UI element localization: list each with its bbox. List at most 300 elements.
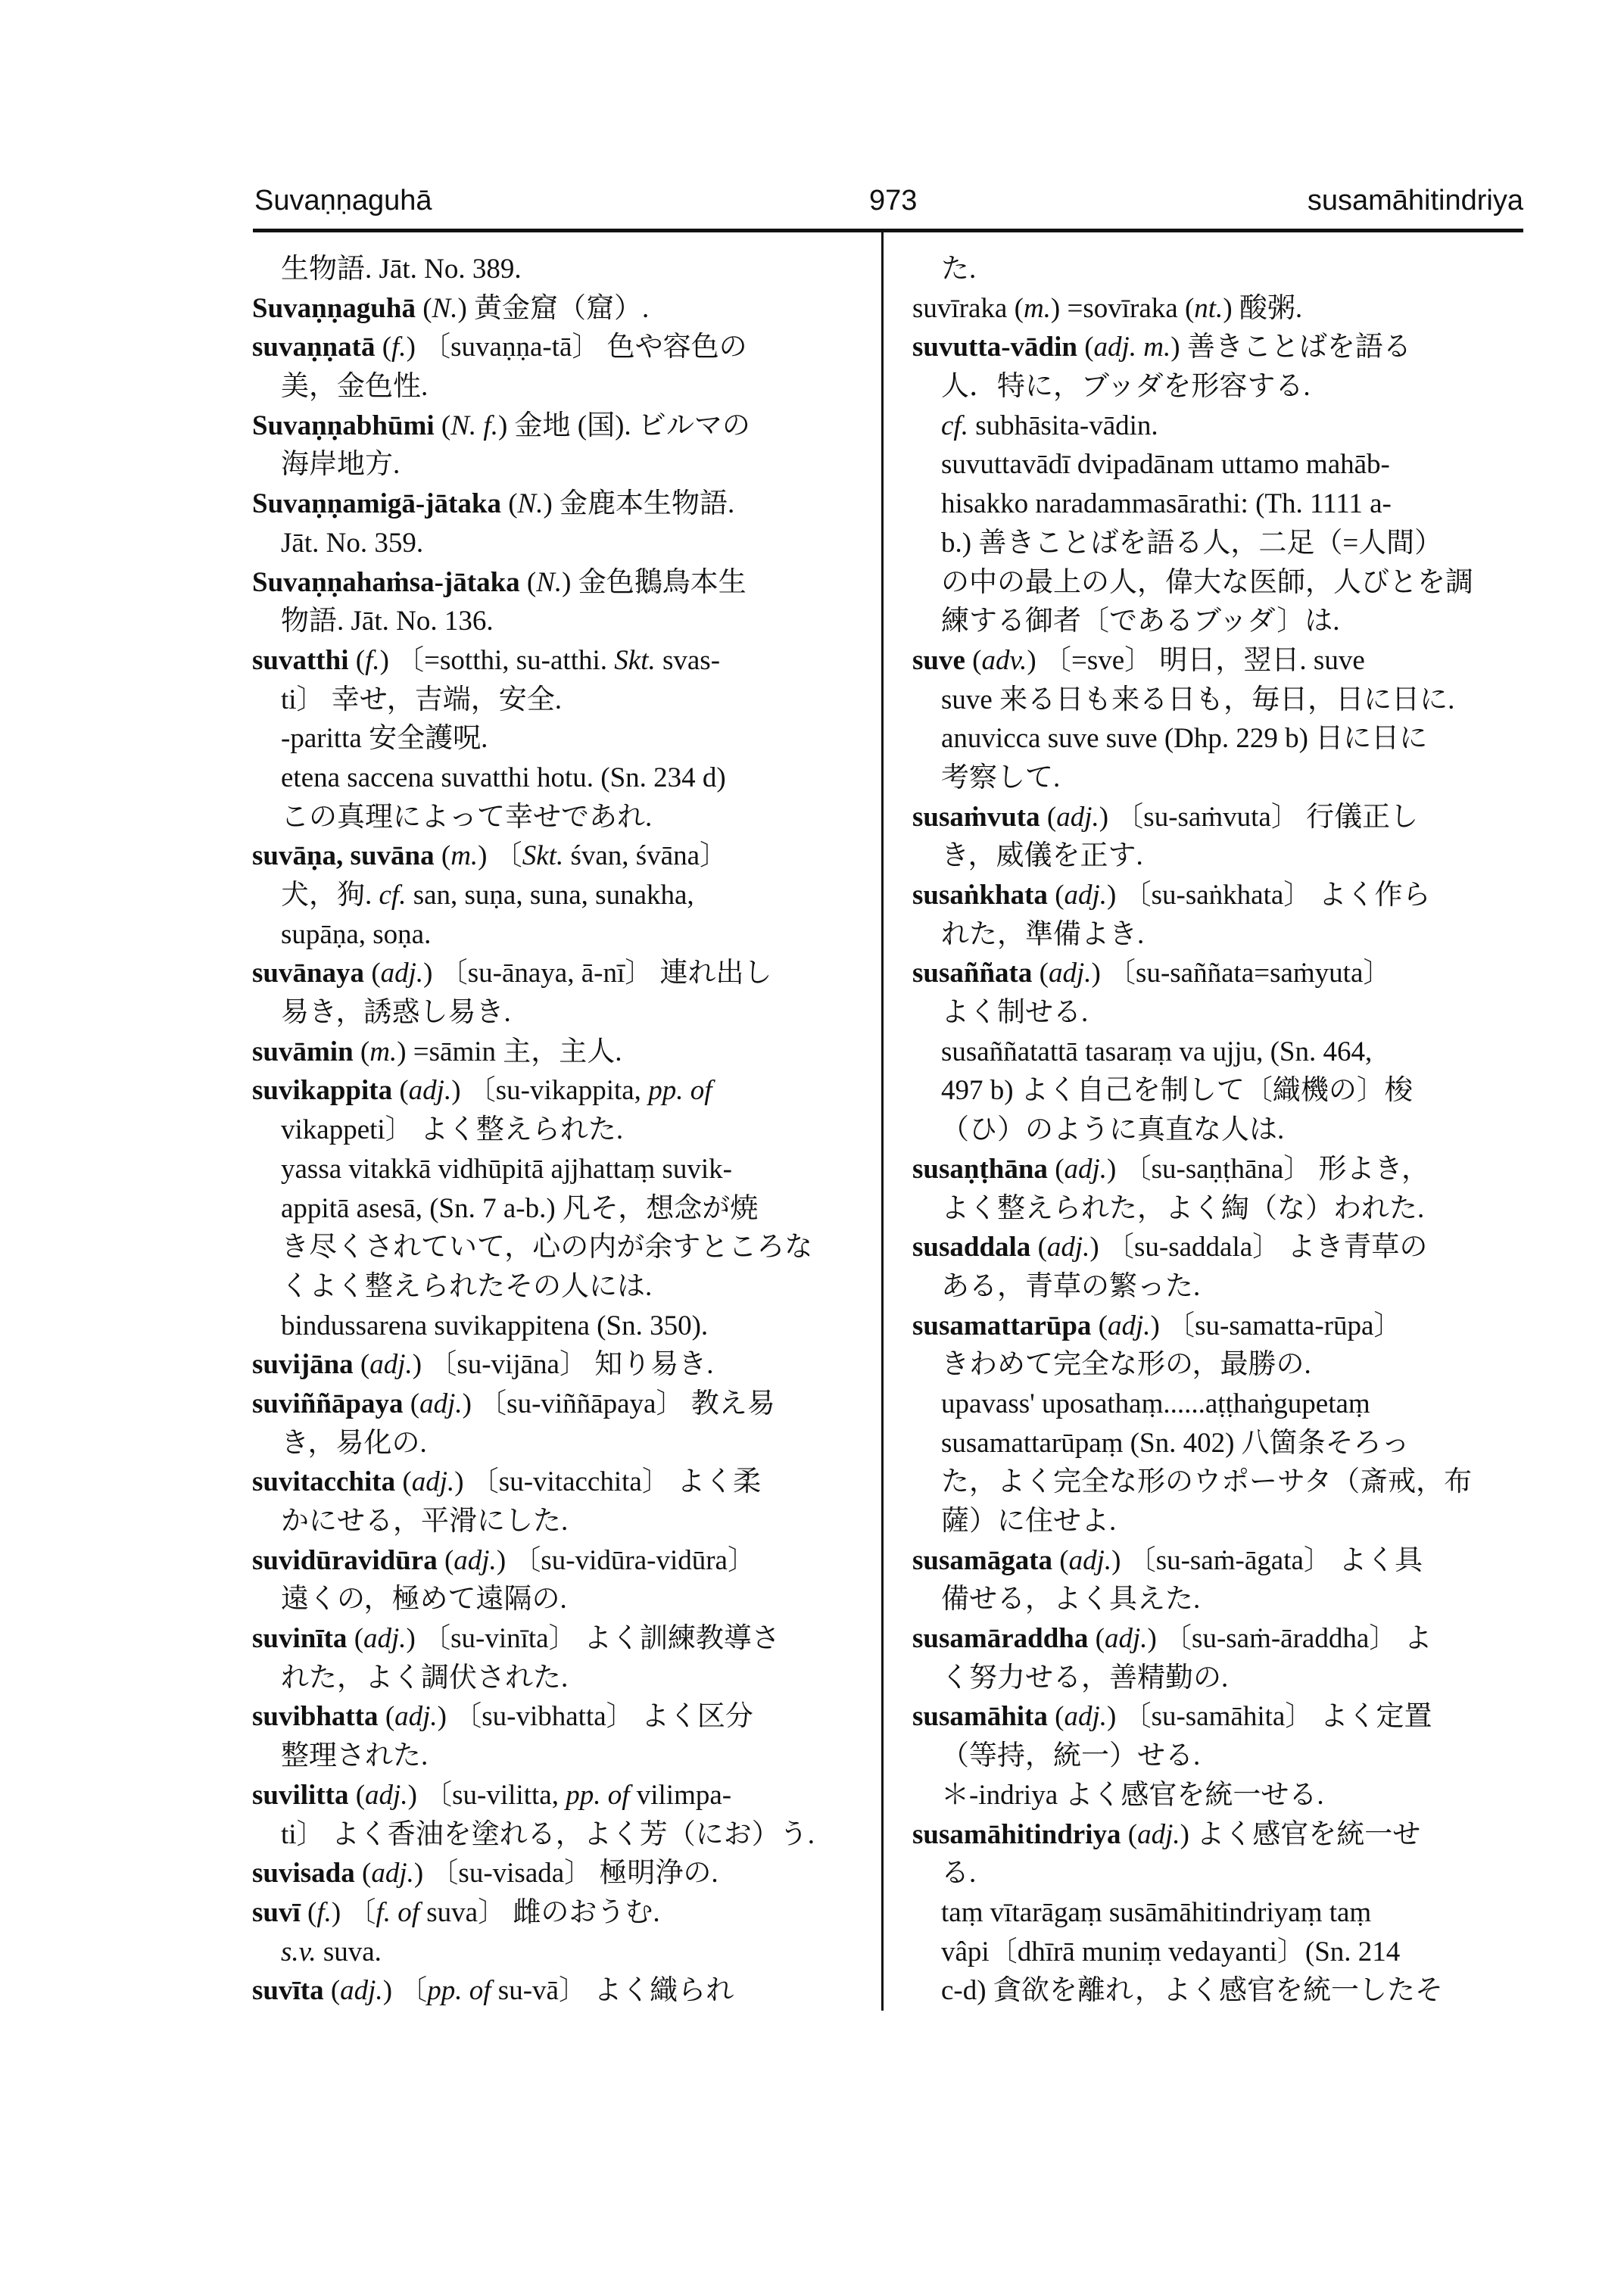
entry-text: ( [519, 566, 537, 598]
entry-continuation-line [912, 1424, 1526, 1463]
grammar-abbrev: N. [517, 488, 544, 520]
entry-text: ( [1121, 1818, 1138, 1850]
headword: Suvaṇṇaguhā [252, 292, 416, 324]
entry-continuation-line [912, 1111, 1526, 1150]
entry-text: 物語. Jāt. No. 136. [281, 606, 494, 637]
dictionary-entry-line [252, 1033, 869, 1072]
entry-text: 遠くの，極めて遠隔の. [281, 1584, 567, 1615]
entry-text: ) 〔su-vikappita, [451, 1075, 649, 1107]
dictionary-entry-line [912, 1307, 1526, 1346]
entry-text: vilimpa- [629, 1779, 732, 1811]
dictionary-entry-line [252, 641, 869, 681]
grammar-abbrev: f. [391, 332, 407, 363]
entry-text: ( [1040, 801, 1057, 833]
grammar-abbrev: cf. [379, 880, 407, 911]
entry-text: よく制せる. [941, 997, 1089, 1029]
entry-text: ( [1007, 292, 1024, 324]
entry-text: ( [1047, 1153, 1064, 1185]
entry-continuation-line [252, 719, 869, 759]
entry-text: etena saccena suvatthi hotu. (Sn. 234 d) [281, 762, 726, 793]
entry-text: ( [364, 958, 381, 989]
entry-text: ( [437, 1544, 454, 1576]
entry-continuation-line [912, 719, 1526, 759]
right-column [912, 250, 1526, 2011]
grammar-abbrev: adj. [1056, 801, 1099, 833]
entry-text: ) 〔su-saṅkhata〕 よく作ら [1107, 880, 1431, 911]
grammar-abbrev: adj. [1104, 1623, 1148, 1655]
entry-continuation-line [912, 915, 1526, 955]
entry-text: Jāt. No. 359. [281, 527, 424, 559]
entry-continuation-line [912, 1971, 1526, 2011]
entry-text: ( [1047, 1701, 1064, 1733]
grammar-abbrev: f. of [376, 1896, 420, 1928]
entry-continuation-line [912, 1033, 1526, 1072]
entry-text: ) 〔su-saṁvuta〕 行儀正し [1099, 801, 1419, 833]
entry-continuation-line [252, 681, 869, 720]
grammar-abbrev: m. [450, 840, 478, 872]
entry-text: れた，準備よき. [941, 918, 1145, 950]
headword: suvī [252, 1896, 301, 1928]
entry-text: su-vā〕 よく織られ [491, 1975, 734, 2007]
headword: suvibhatta [252, 1701, 379, 1733]
entry-text: く努力せる，善精勤の. [941, 1662, 1229, 1693]
entry-text: c-d) 貪欲を離れ，よく感官を統一したそ [941, 1975, 1444, 2007]
entry-continuation-line [912, 1659, 1526, 1698]
entry-text: ti〕 幸せ，吉端，安全. [281, 684, 562, 715]
dictionary-entry-line [252, 1893, 869, 1933]
entry-text: ( [300, 1896, 317, 1928]
grammar-abbrev: f. [316, 1896, 332, 1928]
entry-text: ( [500, 488, 518, 520]
entry-text: ) 〔su-saddala〕 よき青草の [1089, 1232, 1428, 1263]
grammar-abbrev: adj. [394, 1701, 438, 1733]
dictionary-entry-line [252, 1619, 869, 1659]
entry-text: る. [941, 1858, 977, 1890]
entry-text: ( [965, 644, 982, 676]
entry-continuation-line [912, 367, 1526, 407]
grammar-abbrev: adj. [1108, 1310, 1151, 1341]
entry-text: anuvicca suve suve (Dhp. 229 b) 日に日に [941, 723, 1428, 755]
entry-text: ( [354, 1858, 372, 1890]
grammar-abbrev: N. f. [450, 410, 498, 441]
dictionary-entry-line [912, 289, 1526, 329]
entry-continuation-line [252, 602, 869, 641]
entry-continuation-line [252, 1267, 869, 1307]
entry-text: vikappeti〕 よく整えられた. [281, 1114, 624, 1146]
entry-text: くよく整えられたその人には. [281, 1270, 653, 1302]
entry-text: śvan, śvāna〕 [563, 840, 728, 872]
entry-text: suve 来る日も来る日も，毎日，日に日に. [941, 684, 1455, 715]
entry-text: ( [1047, 880, 1064, 911]
entry-text: ( [415, 292, 432, 324]
grammar-abbrev: N. [432, 292, 458, 324]
entry-continuation-line [252, 1659, 869, 1698]
entry-text: ) 善きことばを語る [1170, 332, 1411, 363]
grammar-abbrev: adj. [1068, 1544, 1112, 1576]
entry-text: suva. [316, 1936, 382, 1967]
grammar-abbrev: f. [365, 644, 380, 676]
entry-text: ) 〔su-saṁ-āraddha〕 よ [1147, 1623, 1432, 1655]
entry-continuation-line [252, 1502, 869, 1541]
headword: Suvaṇṇahaṁsa-jātaka [252, 566, 520, 598]
page-number: 973 [869, 185, 918, 217]
entry-text: の中の最上の人，偉大な医師，人びとを調 [941, 566, 1473, 598]
entry-text: 海岸地方. [281, 449, 401, 481]
entry-text: ) 〔=sotthi, su-atthi. [379, 644, 615, 676]
headword: susaddala [912, 1232, 1031, 1263]
grammar-abbrev: adj. [411, 1466, 455, 1498]
entry-continuation-line [252, 759, 869, 798]
entry-text: ) 〔su-vidūra-vidūra〕 [496, 1544, 756, 1576]
entry-text: ) 〔su-visada〕 極明浄の. [413, 1858, 718, 1890]
headword: suvāmin [252, 1036, 354, 1067]
headword: suvīta [252, 1975, 324, 2007]
dictionary-entry-line [252, 484, 869, 524]
entry-text: ( [378, 1701, 395, 1733]
entry-continuation-line [252, 524, 869, 563]
entry-continuation-line [912, 484, 1526, 524]
column-divider [881, 232, 884, 2011]
entry-text: た. [941, 254, 977, 285]
entry-text: 薩）に住せよ. [941, 1506, 1117, 1537]
entry-text: bindussarena suvikappitena (Sn. 350). [281, 1310, 709, 1341]
entry-continuation-line [252, 1189, 869, 1229]
grammar-abbrev: pp. of [648, 1075, 712, 1107]
entry-continuation-line [252, 1307, 869, 1346]
entry-text: た，よく完全な形のウポーサタ（斎戒，布 [941, 1466, 1473, 1498]
entry-text: -paritta 安全護呪. [281, 723, 488, 755]
dictionary-entry-line [252, 328, 869, 367]
dictionary-entry-line [252, 563, 869, 603]
headword: suvijāna [252, 1349, 354, 1381]
dictionary-entry-line [252, 1541, 869, 1581]
entry-text: 整理された. [281, 1740, 429, 1772]
entry-continuation-line [912, 837, 1526, 876]
dictionary-entry-line [912, 641, 1526, 681]
dictionary-entry-line [252, 407, 869, 446]
entry-text: ある，青草の繁った. [941, 1270, 1201, 1302]
headword: susaṁvuta [912, 801, 1040, 833]
dictionary-entry-line [252, 1071, 869, 1111]
entry-text: ( [1030, 1232, 1047, 1263]
entry-text: susamattarūpaṃ (Sn. 402) 八箇条そろっ [941, 1427, 1410, 1459]
entry-text: ) 〔 [478, 840, 522, 872]
headword: suvikappita [252, 1075, 393, 1107]
entry-continuation-line [912, 993, 1526, 1033]
dictionary-entry-line [252, 1463, 869, 1502]
entry-text: 練する御者〔であるブッダ〕は. [941, 606, 1340, 637]
grammar-abbrev: adj. [363, 1623, 407, 1655]
entry-text: 美，金色性. [281, 371, 429, 403]
entry-text: ( [323, 1975, 341, 2007]
entry-continuation-line [912, 1893, 1526, 1933]
entry-text: ( [348, 644, 366, 676]
entry-continuation-line [912, 1071, 1526, 1111]
grammar-abbrev: adj. [1064, 880, 1108, 911]
entry-continuation-line [252, 798, 869, 837]
entry-text: ) 〔su-vinīta〕 よく訓練教導さ [406, 1623, 780, 1655]
headword: suviññāpaya [252, 1388, 404, 1419]
entry-continuation-line [252, 1150, 869, 1189]
entry-text: ( [375, 332, 392, 363]
entry-continuation-line [252, 1815, 869, 1855]
entry-text: ) 〔su-vibhatta〕 よく区分 [437, 1701, 753, 1733]
entry-text: き，威儀を正す. [941, 840, 1143, 872]
entry-text: 考察して. [941, 762, 1061, 793]
entry-text: ) 〔=sve〕 明日，翌日. suve [1027, 644, 1365, 676]
entry-continuation-line [252, 1737, 869, 1776]
grammar-abbrev: s.v. [281, 1936, 316, 1967]
entry-continuation-line [252, 1228, 869, 1267]
entry-text: san, suṇa, suna, sunakha, [406, 880, 694, 911]
grammar-abbrev: adj. [454, 1544, 497, 1576]
entry-continuation-line [252, 1424, 869, 1463]
entry-continuation-line [252, 367, 869, 407]
grammar-abbrev: Skt. [614, 644, 656, 676]
grammar-abbrev: adj. [1046, 1232, 1090, 1263]
entry-text: ) 〔su-vijāna〕 知り易き. [412, 1349, 714, 1381]
grammar-abbrev: adj. [371, 1858, 414, 1890]
dictionary-entry-line [252, 1697, 869, 1737]
entry-continuation-line [912, 563, 1526, 603]
grammar-abbrev: pp. of [566, 1779, 630, 1811]
grammar-abbrev: adj. m. [1093, 332, 1171, 363]
entry-text: ) 〔su-samāhita〕 よく定置 [1107, 1701, 1432, 1733]
entry-text: hisakko naradammasārathi: (Th. 1111 a- [941, 488, 1392, 520]
entry-continuation-line [912, 407, 1526, 446]
dictionary-entry-line [252, 289, 869, 329]
entry-continuation-line [912, 1854, 1526, 1893]
entry-text: ( [403, 1388, 420, 1419]
entry-text: きわめて完全な形の，最勝の. [941, 1349, 1311, 1381]
entry-text: ( [1077, 332, 1094, 363]
dictionary-entry-line [912, 876, 1526, 915]
entry-continuation-line [252, 993, 869, 1033]
entry-text: vâpi〔dhīrā muniṃ vedayanti〕(Sn. 214 [941, 1936, 1401, 1967]
entry-text: ( [395, 1466, 412, 1498]
entry-continuation-line [912, 681, 1526, 720]
dictionary-entry-line [912, 798, 1526, 837]
entry-continuation-line [912, 759, 1526, 798]
entry-continuation-line [912, 250, 1526, 289]
entry-continuation-line [912, 1776, 1526, 1815]
entry-text: upavass' uposathaṃ......aṭṭhaṅgupetaṃ [941, 1388, 1370, 1419]
entry-text: ( [1088, 1623, 1105, 1655]
entry-continuation-line [912, 1933, 1526, 1972]
entry-text: ＊-indriya よく感官を統一せる. [941, 1779, 1324, 1811]
headword: suvāṇa, suvāna [252, 840, 435, 872]
entry-text: taṃ vītarāgaṃ susāmāhitindriyaṃ taṃ [941, 1896, 1372, 1928]
entry-text: b.) 善きことばを語る人，二足（=人間） [941, 527, 1443, 559]
entry-continuation-line [252, 250, 869, 289]
entry-continuation-line [252, 876, 869, 915]
entry-text: かにせる，平滑にした. [281, 1506, 569, 1537]
entry-text: ) 〔 [382, 1975, 428, 2007]
entry-text: ( [348, 1779, 366, 1811]
entry-text: supāṇa, soṇa. [281, 918, 432, 950]
entry-text: ( [434, 410, 451, 441]
entry-text: ) 金鹿本生物語. [543, 488, 735, 520]
entry-text: （等持，統一）せる. [941, 1740, 1201, 1772]
dictionary-entry-line [912, 328, 1526, 367]
entry-text: （ひ）のように真直な人は. [941, 1114, 1285, 1146]
dictionary-entry-line [252, 1776, 869, 1815]
entry-text: ( [1052, 1544, 1069, 1576]
headword: suvinīta [252, 1623, 348, 1655]
headword: susamattarūpa [912, 1310, 1092, 1341]
grammar-abbrev: adj. [1137, 1818, 1180, 1850]
entry-text: ( [1032, 958, 1049, 989]
dictionary-entry-line [912, 1541, 1526, 1581]
entry-text: よく整えられた，よく綯（な）われた. [941, 1192, 1425, 1224]
grammar-abbrev: adj. [419, 1388, 463, 1419]
headword: suvisada [252, 1858, 355, 1890]
dictionary-entry-line [252, 1854, 869, 1893]
entry-text: susaññatattā tasaraṃ va ujju, (Sn. 464, [941, 1036, 1373, 1067]
grammar-abbrev: m. [1023, 292, 1051, 324]
entry-text: yassa vitakkā vidhūpitā ajjhattaṃ suvik- [281, 1153, 732, 1185]
headword: suvutta-vādin [912, 332, 1077, 363]
left-column [252, 250, 869, 2011]
dictionary-entry-line [912, 1150, 1526, 1189]
entry-text: suva〕 雌のおうむ. [419, 1896, 660, 1928]
entry-text: ti〕 よく香油を塗れる，よく芳（にお）う. [281, 1818, 815, 1850]
entry-text: ) 〔su-ānaya, ā-nī〕 連れ出し [423, 958, 772, 989]
entry-text: 犬，狗. [281, 880, 379, 911]
entry-text: ( [392, 1075, 409, 1107]
dictionary-entry-line [912, 954, 1526, 993]
entry-text: 生物語. Jāt. No. 389. [281, 254, 522, 285]
entry-text: この真理によって幸せであれ. [281, 801, 653, 833]
entry-text: き，易化の. [281, 1427, 427, 1459]
running-head-left: Suvaṇṇaguhā [254, 185, 432, 217]
entry-text: 備せる，よく具えた. [941, 1584, 1201, 1615]
entry-continuation-line [252, 915, 869, 955]
entry-continuation-line [912, 1737, 1526, 1776]
grammar-abbrev: adj. [365, 1779, 408, 1811]
entry-text: suvuttavādī dvipadānam uttamo mahāb- [941, 449, 1390, 481]
entry-continuation-line [912, 1580, 1526, 1619]
entry-continuation-line [912, 1385, 1526, 1424]
entry-continuation-line [252, 445, 869, 484]
entry-text: 人．特に，ブッダを形容する. [941, 371, 1311, 403]
entry-text: svas- [655, 644, 721, 676]
entry-continuation-line [912, 602, 1526, 641]
entry-continuation-line [912, 1267, 1526, 1307]
headword: susamāraddha [912, 1623, 1089, 1655]
grammar-abbrev: adv. [981, 644, 1027, 676]
entry-text: ) 〔suvaṇṇa-tā〕 色や容色の [406, 332, 747, 363]
headword: susamāgata [912, 1544, 1053, 1576]
grammar-abbrev: nt. [1194, 292, 1223, 324]
entry-text: ( [347, 1623, 364, 1655]
entry-text: subhāsita-vādin. [968, 410, 1158, 441]
running-head-right: susamāhitindriya [1307, 185, 1523, 217]
entry-text: ( [434, 840, 451, 872]
entry-continuation-line [912, 1189, 1526, 1229]
headword: Suvaṇṇamigā-jātaka [252, 488, 501, 520]
headword: suvilitta [252, 1779, 349, 1811]
headword: suvatthi [252, 644, 349, 676]
headword: susamāhitindriya [912, 1818, 1121, 1850]
entry-text: ) 〔su-vilitta, [407, 1779, 566, 1811]
headword: suvaṇṇatā [252, 332, 376, 363]
entry-text: 497 b) よく自己を制して〔織機の〕梭 [941, 1075, 1413, 1107]
grammar-abbrev: adj. [1048, 958, 1092, 989]
dictionary-entry-line [252, 1971, 869, 2011]
headword: Suvaṇṇabhūmi [252, 410, 435, 441]
entry-text: れた，よく調伏された. [281, 1662, 569, 1693]
entry-continuation-line [252, 1111, 869, 1150]
entry-continuation-line [912, 1345, 1526, 1385]
entry-text: appitā asesā, (Sn. 7 a-b.) 凡そ，想念が焼 [281, 1192, 759, 1224]
grammar-abbrev: adj. [340, 1975, 383, 2007]
entry-continuation-line [252, 1933, 869, 1972]
grammar-abbrev: N. [536, 566, 563, 598]
dictionary-entry-line [912, 1697, 1526, 1737]
headword: susaṇṭhāna [912, 1153, 1048, 1185]
entry-text: ) 〔 [331, 1896, 376, 1928]
dictionary-entry-line [912, 1815, 1526, 1855]
entry-text: ) 黄金窟（窟）. [457, 292, 650, 324]
entry-text: ) 金地 (国). ビルマの [497, 410, 750, 441]
dictionary-entry-line [252, 1385, 869, 1424]
entry-text: 易き，誘惑し易き. [281, 997, 511, 1029]
entry-continuation-line [912, 445, 1526, 484]
entry-text: ) 〔su-viññāpaya〕 教え易 [462, 1388, 775, 1419]
entry-continuation-line [252, 1580, 869, 1619]
headword: suvidūravidūra [252, 1544, 438, 1576]
headword: suve [912, 644, 965, 676]
headword: susamāhita [912, 1701, 1048, 1733]
headword: susaññata [912, 958, 1033, 989]
dictionary-entry-line [912, 1228, 1526, 1267]
entry-text: ) 〔su-vitacchita〕 よく柔 [454, 1466, 762, 1498]
entry-text: ) 〔su-saṁ-āgata〕 よく具 [1111, 1544, 1423, 1576]
grammar-abbrev: cf. [941, 410, 968, 441]
entry-text: ) =sāmin 主，主人. [397, 1036, 622, 1067]
header-rule [253, 229, 1523, 232]
grammar-abbrev: adj. [369, 1349, 413, 1381]
entry-text: ) 金色鵝鳥本生 [562, 566, 747, 598]
grammar-abbrev: adj. [1064, 1153, 1108, 1185]
dictionary-entry-line [252, 1345, 869, 1385]
grammar-abbrev: Skt. [522, 840, 564, 872]
entry-continuation-line [912, 1463, 1526, 1502]
entry-text: ) 〔su-saññata=saṁyuta〕 [1091, 958, 1392, 989]
headword: suvānaya [252, 958, 365, 989]
dictionary-entry-line [252, 837, 869, 876]
entry-continuation-line [912, 1502, 1526, 1541]
entry-text: ) 酸粥. [1223, 292, 1303, 324]
grammar-abbrev: adj. [408, 1075, 452, 1107]
headword: susaṅkhata [912, 880, 1048, 911]
entry-text: き尽くされていて，心の内が余すところな [281, 1232, 813, 1263]
entry-text: suvīraka [912, 292, 1008, 324]
dictionary-entry-line [912, 1619, 1526, 1659]
headword: suvitacchita [252, 1466, 396, 1498]
grammar-abbrev: adj. [1064, 1701, 1107, 1733]
grammar-abbrev: adj. [380, 958, 424, 989]
grammar-abbrev: pp. of [427, 1975, 491, 2007]
entry-text: ( [353, 1349, 370, 1381]
entry-text: ( [353, 1036, 370, 1067]
entry-text: ) 〔su-samatta-rūpa〕 [1150, 1310, 1402, 1341]
entry-text: ) よく感官を統一せ [1180, 1818, 1421, 1850]
entry-text: ( [1091, 1310, 1108, 1341]
entry-text: ) 〔su-saṇṭhāna〕 形よき， [1107, 1153, 1430, 1185]
entry-continuation-line [912, 524, 1526, 563]
